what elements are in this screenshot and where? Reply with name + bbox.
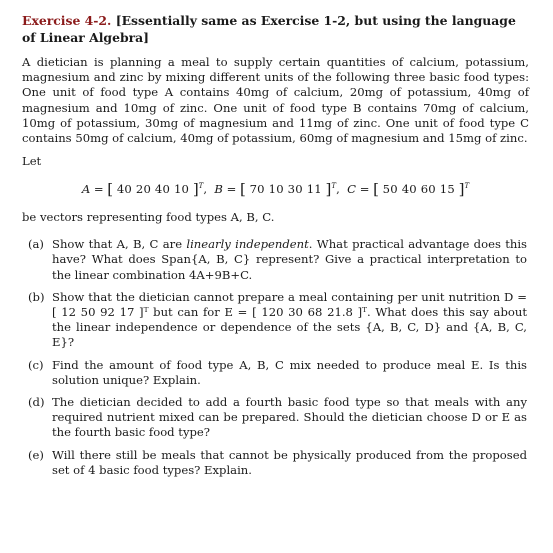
linearly-independent-emphasis: linearly independent [186,237,309,252]
be-vectors-line: be vectors representing food types A, B, C. [22,210,275,225]
part-b-label: (b) [28,289,45,304]
vector-b-name: B [214,182,223,197]
part-c [22,358,529,388]
vector-a-name: A [81,182,91,197]
part-b-text: Show that the dietician cannot prepare a meal containing per unit nutrition D = [ 12 50 92 17 ]ᵀ but can for E = [ 120 30 68 21.8 ]ᵀ. What does this say about the linear independence or dependence of the sets {A, B, C, D} and {A, B, C, E}? [52,289,527,350]
part-d-label: (d) [28,395,45,410]
vector-c-transpose: T [464,182,470,191]
part-c-label: (c) [28,357,44,372]
intro-paragraph: A dietician is planning a meal to supply certain quantities of calcium, potassium, magnesium and zinc by mixing different units of the following three basic food types: One unit of food type A contains 40mg of calcium, 20mg of potassium, 40mg of magnesium and 10mg of zinc. One unit of food type B contains 70mg of calcium, 10mg of potassium, 30mg of magnesium and 11mg of zinc. One unit of food type C contains 50mg of calcium, 40mg of potassium, 60mg of magnesium and 15mg of zinc. [22,55,529,146]
part-a-label: (a) [28,237,44,252]
vector-b-values: 70 10 30 11 [249,182,322,197]
exercise-subtitle: [Essentially same as Exercise 1-2, but using the language of Linear Algebra] [22,13,516,45]
vector-b-transpose: T [331,182,337,191]
question-parts [22,237,529,478]
vector-a-values: 40 20 40 10 [116,182,190,197]
part-e-text: Will there still be meals that cannot be physically produced from the proposed set of 4 basic food types? Explain. [52,447,527,477]
part-c-text: Find the amount of food type A, B, C mix needed to produce meal E. Is this solution unique? Explain. [52,357,527,387]
part-d-text: The dietician decided to add a fourth basic food type so that meals with any required nutrient mixed can be prepared. Should the dietician choose D or E as the fourth basic food type? [52,395,527,440]
vector-c-name: C [347,182,357,197]
part-a [22,237,529,283]
vector-a-transpose: T [198,182,204,191]
part-e [22,448,529,478]
exercise-header [22,12,529,46]
exercise-number: Exercise 4-2. [22,13,112,28]
vector-definitions: A = [ 40 20 40 10 ]$^T$, B = [ 70 10 30 11 ]$^T$, C = [ 50 40 60 15 ]$^T$ [81,180,470,199]
let-label: Let [22,154,42,169]
part-b [22,290,529,351]
part-a-text: Show that A, B, C are linearly independent. What practical advantage does this have? What does Span{A, B, C} represent? Give a practical interpretation to the linear combination 4A+9B+C. [52,237,528,282]
vector-c-values: 50 40 60 15 [382,182,455,197]
part-e-label: (e) [28,447,44,462]
part-d [22,395,529,441]
